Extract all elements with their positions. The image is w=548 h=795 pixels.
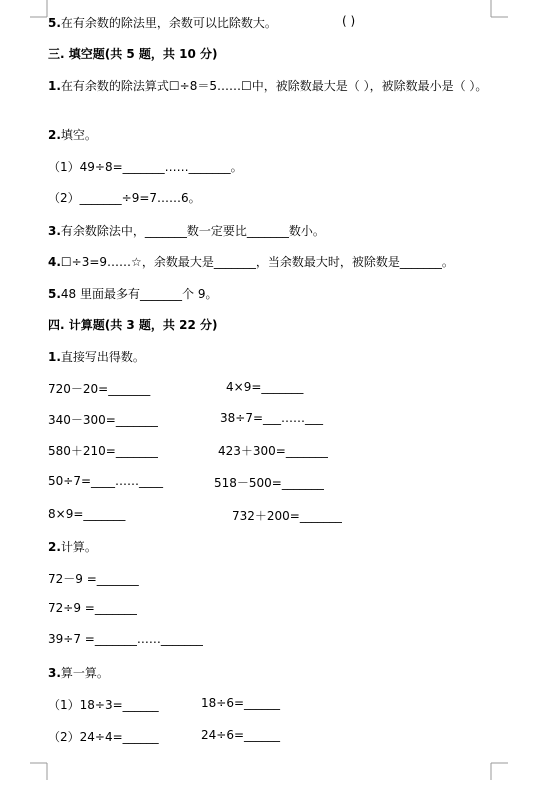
calc-q3-row-2-left: （2）24÷4=______ [48,730,159,744]
question-text: 填空。 [60,128,97,142]
question-number: 3. [48,666,61,680]
fill-question-1 [48,75,498,98]
question-number: 5. [48,287,61,301]
judge-question-5 [48,14,277,31]
question-number: 3. [48,224,61,238]
calc-q1-row-1-right: 4×9=_______ [226,380,304,394]
question-text: 48 里面最多有_______个 9。 [60,287,218,301]
question-number: 2. [48,540,61,554]
calc-q2-row-2: 72÷9 =_______ [48,601,137,615]
fill-question-2-part-2: （2）_______÷9=7……6。 [48,191,201,205]
section-title-calculation: 四. 计算题(共 3 题，共 22 分) [48,318,218,332]
calc-q3-row-2-right: 24÷6=______ [201,728,281,742]
calc-q2-row-3: 39÷7 =_______……_______ [48,632,203,646]
question-text: 直接写出得数。 [60,350,145,364]
question-text: 计算。 [60,540,97,554]
calc-q3-row-1-right: 18÷6=______ [201,696,281,710]
calc-q1-row-3-right: 423＋300=_______ [218,444,328,458]
calc-q1-row-3-left: 580＋210=_______ [48,444,158,458]
question-text: 算一算。 [60,666,109,680]
question-text: ☐÷3=9……☆，余数最大是_______，当余数最大时，被除数是_______。 [60,255,454,269]
fill-question-3 [48,222,325,239]
calc-question-2 [48,538,97,555]
calc-question-3 [48,664,109,681]
fill-question-2 [48,126,97,143]
question-number: 2. [48,128,61,142]
calc-question-1 [48,348,145,365]
question-number: 1. [48,350,61,364]
fill-question-5 [48,285,217,302]
question-number: 5. [48,16,61,30]
fill-question-2-part-1: （1）49÷8=_______……_______。 [48,160,243,174]
calc-q2-row-1: 72－9 =_______ [48,572,139,586]
calc-q1-row-5-right: 732＋200=_______ [232,509,342,523]
question-text: 在有余数的除法里，余数可以比除数大。 [60,16,277,30]
section-title-fill-in: 三. 填空题(共 5 题，共 10 分) [48,47,218,61]
answer-parenthesis: ( ) [342,14,356,28]
calc-q1-row-2-right: 38÷7=___……___ [220,411,324,425]
corner-mark-top-left [30,0,48,18]
question-number: 4. [48,255,61,269]
calc-q1-row-4-left: 50÷7=____……____ [48,474,164,488]
corner-mark-bottom-left [30,762,48,780]
corner-mark-top-right [490,0,508,18]
calc-q1-row-1-left: 720－20=_______ [48,382,151,396]
calc-q1-row-4-right: 518－500=_______ [214,476,324,490]
question-text: 有余数除法中，_______数一定要比_______数小。 [60,224,325,238]
corner-mark-bottom-right [490,762,508,780]
fill-question-4 [48,253,454,270]
calc-q3-row-1-left: （1）18÷3=______ [48,698,159,712]
calc-q1-row-5-left: 8×9=_______ [48,507,126,521]
question-number: 1. [48,79,61,93]
calc-q1-row-2-left: 340－300=_______ [48,413,158,427]
question-text: 在有余数的除法算式☐÷8＝5……☐中，被除数最大是（ ），被除数最小是（ ）。 [60,79,488,93]
